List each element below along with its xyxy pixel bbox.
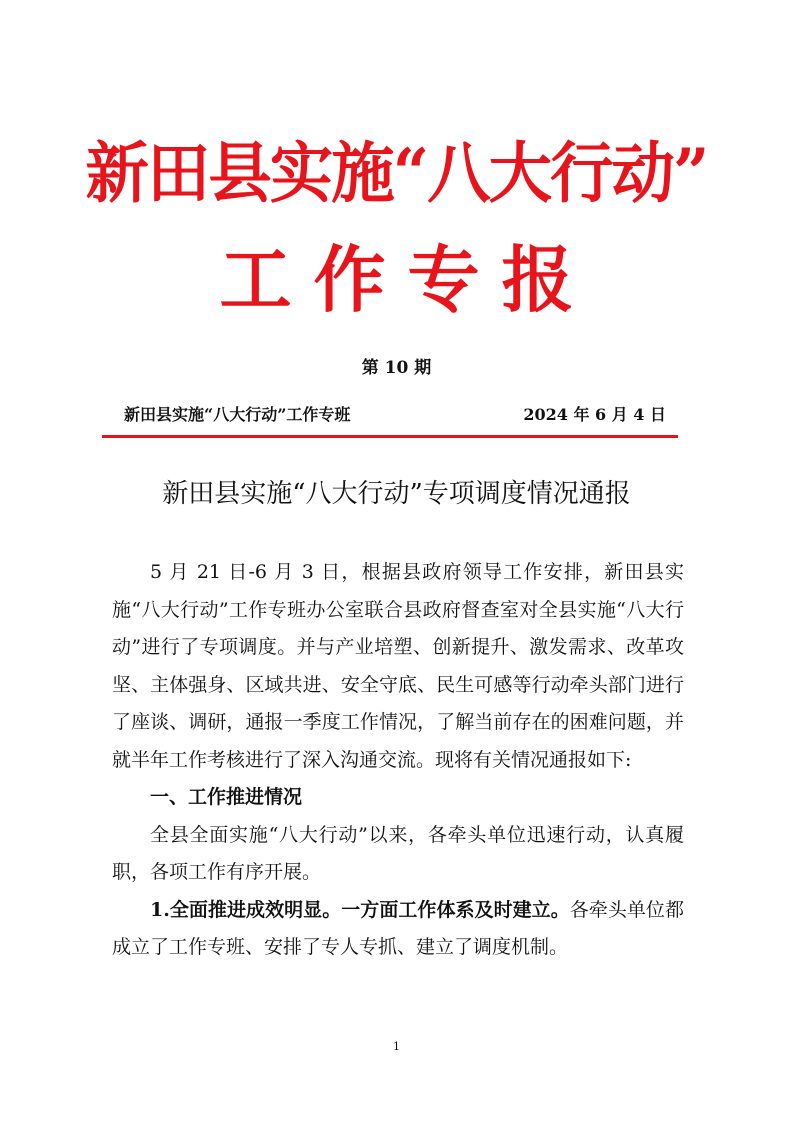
point-1-text: 各牵头单位都成立了工作专班、安排了专人专抓、建立了调度机制。 — [112, 898, 684, 958]
page-number: 1 — [393, 1040, 400, 1053]
masthead-subtitle: 工作专报 — [219, 238, 596, 322]
red-divider — [102, 435, 678, 438]
issue-number: 第 10 期 — [361, 358, 432, 378]
publisher: 新田县实施“八大行动”工作专班 — [124, 405, 351, 424]
document-title: 新田县实施“八大行动”专项调度情况通报 — [162, 479, 631, 509]
paragraph-point-1 — [112, 892, 684, 967]
document-body — [112, 554, 684, 967]
masthead-title: 新田县实施“八大行动” — [85, 134, 708, 212]
paragraph-intro: 5 月 21 日-6 月 3 日，根据县政府领导工作安排，新田县实施“八大行动”工作专班办公室联合县政府督查室对全县实施“八大行动”进行了专项调度。并与产业培塑、创新提升、激发需求、改革攻坚、主体强身、区域共进、安全守底、民生可感等行动牵头部门进行了座谈、调研，通报一季度工作情况，了解当前存在的困难问题，并就半年工作考核进行了深入沟通交流。现将有关情况通报如下: — [112, 561, 684, 771]
point-1-lead: 1.全面推进成效明显。一方面工作体系及时建立。 — [150, 898, 570, 921]
publish-date: 2024 年 6 月 4 日 — [523, 405, 666, 424]
paragraph-overview: 全县全面实施“八大行动”以来，各牵头单位迅速行动，认真履职，各项工作有序开展。 — [112, 823, 684, 883]
section-heading: 一、工作推进情况 — [150, 786, 303, 808]
